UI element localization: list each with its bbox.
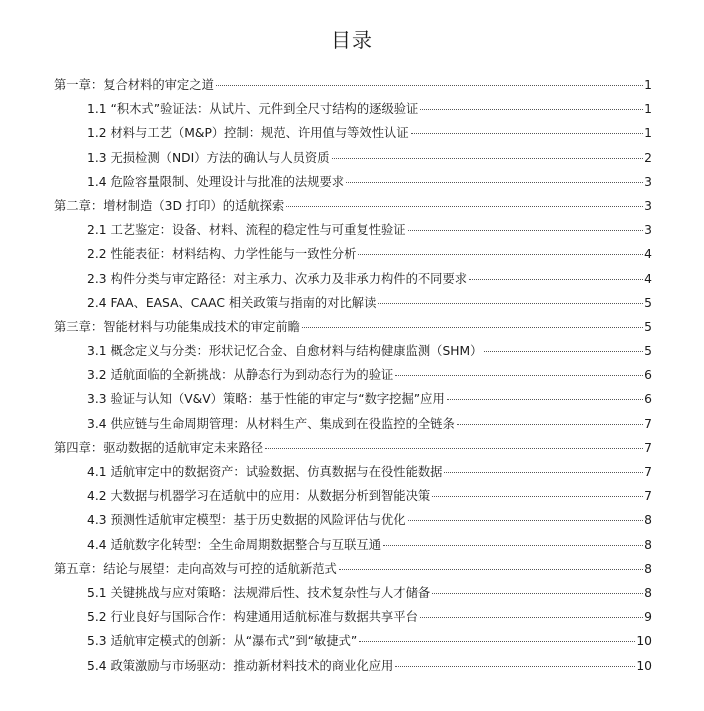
- toc-page-number: 3: [644, 223, 652, 238]
- toc-page-number: 2: [644, 150, 652, 165]
- toc-entry-text: 1.1 “积木式”验证法：从试片、元件到全尺寸结构的逐级验证: [87, 102, 419, 117]
- toc-entry-text: 第四章：驱动数据的适航审定未来路径: [54, 440, 264, 455]
- toc-entry-text: 4.2 大数据与机器学习在适航中的应用：从数据分析到智能决策: [87, 489, 431, 504]
- toc-entry-text: 4.4 适航数字化转型：全生命周期数据整合与互联互通: [87, 537, 381, 552]
- toc-page-number: 7: [644, 440, 652, 455]
- toc-section-entry[interactable]: [54, 484, 652, 508]
- toc-page-number: 6: [644, 392, 652, 407]
- toc-page-number: 1: [644, 126, 652, 141]
- toc-page-number: 7: [644, 416, 652, 431]
- toc-dot-leader: [216, 85, 643, 86]
- toc-dot-leader: [359, 641, 635, 642]
- toc-section-entry[interactable]: [54, 242, 652, 266]
- toc-entry-text: 3.1 概念定义与分类：形状记忆合金、自愈材料与结构健康监测（SHM）: [87, 344, 483, 359]
- toc-dot-leader: [339, 569, 643, 570]
- toc-section-entry[interactable]: [54, 387, 652, 411]
- toc-page-number: 7: [644, 465, 652, 479]
- toc-section-entry[interactable]: [54, 170, 652, 194]
- toc-chapter-entry[interactable]: [54, 436, 652, 460]
- toc-title: 目录: [331, 28, 373, 52]
- toc-dot-leader: [378, 303, 643, 304]
- toc-entry-text: 第三章：智能材料与功能集成技术的审定前瞻: [54, 319, 300, 334]
- toc-entry-text: 3.4 供应链与生命周期管理：从材料生产、集成到在役监控的全链条: [87, 416, 455, 431]
- toc-dot-leader: [346, 182, 643, 183]
- toc-dot-leader: [432, 496, 643, 497]
- toc-page-number: 8: [644, 537, 652, 552]
- toc-entry-text: 1.3 无损检测（NDI）方法的确认与人员资质: [87, 150, 330, 165]
- toc-section-entry[interactable]: [54, 121, 652, 145]
- toc-page-number: 4: [644, 247, 652, 262]
- toc-dot-leader: [444, 472, 643, 473]
- toc-dot-leader: [265, 448, 643, 449]
- toc-entry-text: 5.2 行业良好与国际合作：构建通用适航标准与数据共享平台: [87, 610, 418, 625]
- toc-dot-leader: [395, 666, 635, 667]
- toc-dot-leader: [420, 617, 643, 618]
- toc-entry-text: 1.4 危险容量限制、处理设计与批准的法规要求: [87, 174, 345, 189]
- toc-section-entry[interactable]: [54, 581, 652, 605]
- toc-dot-leader: [408, 230, 644, 231]
- toc-section-entry[interactable]: [54, 218, 652, 242]
- toc-page-number: 6: [644, 368, 652, 383]
- toc-page-number: 10: [636, 658, 652, 673]
- toc-section-entry[interactable]: [54, 146, 652, 170]
- toc-dot-leader: [286, 206, 643, 207]
- toc-chapter-entry[interactable]: [54, 73, 652, 97]
- toc-section-entry[interactable]: [54, 605, 652, 629]
- toc-dot-leader: [420, 109, 643, 110]
- toc-dot-leader: [457, 424, 643, 425]
- toc-page-number: 3: [644, 198, 652, 213]
- toc-section-entry[interactable]: [54, 654, 652, 678]
- toc-entry-text: 1.2 材料与工艺（M&P）控制：规范、许用值与等效性认证: [87, 126, 409, 141]
- toc-section-entry[interactable]: [54, 460, 652, 484]
- toc-chapter-entry[interactable]: [54, 557, 652, 581]
- toc-section-entry[interactable]: [54, 533, 652, 557]
- toc-page-number: 5: [644, 295, 652, 310]
- toc-page-number: 5: [644, 344, 652, 359]
- toc-section-entry[interactable]: [54, 291, 652, 315]
- toc-section-entry[interactable]: [54, 97, 652, 121]
- toc-dot-leader: [484, 351, 643, 352]
- toc-page-number: 3: [644, 174, 652, 189]
- toc-dot-leader: [302, 327, 643, 328]
- toc-chapter-entry[interactable]: [54, 315, 652, 339]
- toc-entry-text: 2.3 构件分类与审定路径：对主承力、次承力及非承力构件的不同要求: [87, 271, 468, 286]
- toc-entry-text: 5.3 适航审定模式的创新：从“瀑布式”到“敏捷式”: [87, 634, 358, 649]
- toc-entry-text: 3.3 验证与认知（V&V）策略：基于性能的审定与“数字挖掘”应用: [87, 392, 445, 407]
- toc-page-number: 8: [644, 513, 652, 528]
- toc-entry-text: 2.4 FAA、EASA、CAAC 相关政策与指南的对比解读: [87, 295, 377, 310]
- toc-page-number: 1: [644, 78, 652, 92]
- toc-entry-text: 5.4 政策激励与市场驱动：推动新材料技术的商业化应用: [87, 658, 394, 673]
- toc-dot-leader: [469, 279, 643, 280]
- toc-dot-leader: [447, 399, 643, 400]
- toc-page-number: 9: [644, 610, 652, 625]
- toc-entry-text: 第二章：增材制造（3D 打印）的适航探索: [54, 198, 285, 213]
- toc-entry-text: 4.3 预测性适航审定模型：基于历史数据的风险评估与优化: [87, 513, 406, 528]
- toc-dot-leader: [332, 158, 644, 159]
- toc-entry-text: 2.2 性能表征：材料结构、力学性能与一致性分析: [87, 247, 357, 262]
- toc-dot-leader: [395, 375, 643, 376]
- toc-page-number: 4: [644, 271, 652, 286]
- toc-entry-text: 4.1 适航审定中的数据资产：试验数据、仿真数据与在役性能数据: [87, 465, 443, 479]
- toc-entry-text: 第五章：结论与展望：走向高效与可控的适航新范式: [54, 561, 337, 576]
- toc-chapter-entry[interactable]: [54, 194, 652, 218]
- toc-section-entry[interactable]: [54, 508, 652, 532]
- toc-entry-text: 第一章：复合材料的审定之道: [54, 78, 214, 92]
- toc-entry-text: 3.2 适航面临的全新挑战：从静态行为到动态行为的验证: [87, 368, 394, 383]
- toc-page-number: 7: [644, 489, 652, 504]
- toc-page-number: 10: [636, 634, 652, 649]
- toc-entry-text: 2.1 工艺鉴定：设备、材料、流程的稳定性与可重复性验证: [87, 223, 406, 238]
- toc-section-entry[interactable]: [54, 339, 652, 363]
- toc-section-entry[interactable]: [54, 629, 652, 653]
- toc-section-entry[interactable]: [54, 412, 652, 436]
- toc-section-entry[interactable]: [54, 267, 652, 291]
- toc-dot-leader: [432, 593, 643, 594]
- toc-entry-text: 5.1 关键挑战与应对策略：法规滞后性、技术复杂性与人才储备: [87, 585, 431, 600]
- toc-dot-leader: [411, 133, 644, 134]
- toc-dot-leader: [358, 254, 643, 255]
- toc-dot-leader: [383, 545, 643, 546]
- toc-page-number: 8: [644, 585, 652, 600]
- toc-dot-leader: [408, 520, 644, 521]
- toc-page-number: 5: [644, 319, 652, 334]
- toc-page-number: 1: [644, 102, 652, 117]
- toc-section-entry[interactable]: [54, 363, 652, 387]
- toc-page-number: 8: [644, 561, 652, 576]
- table-of-contents: [54, 73, 652, 678]
